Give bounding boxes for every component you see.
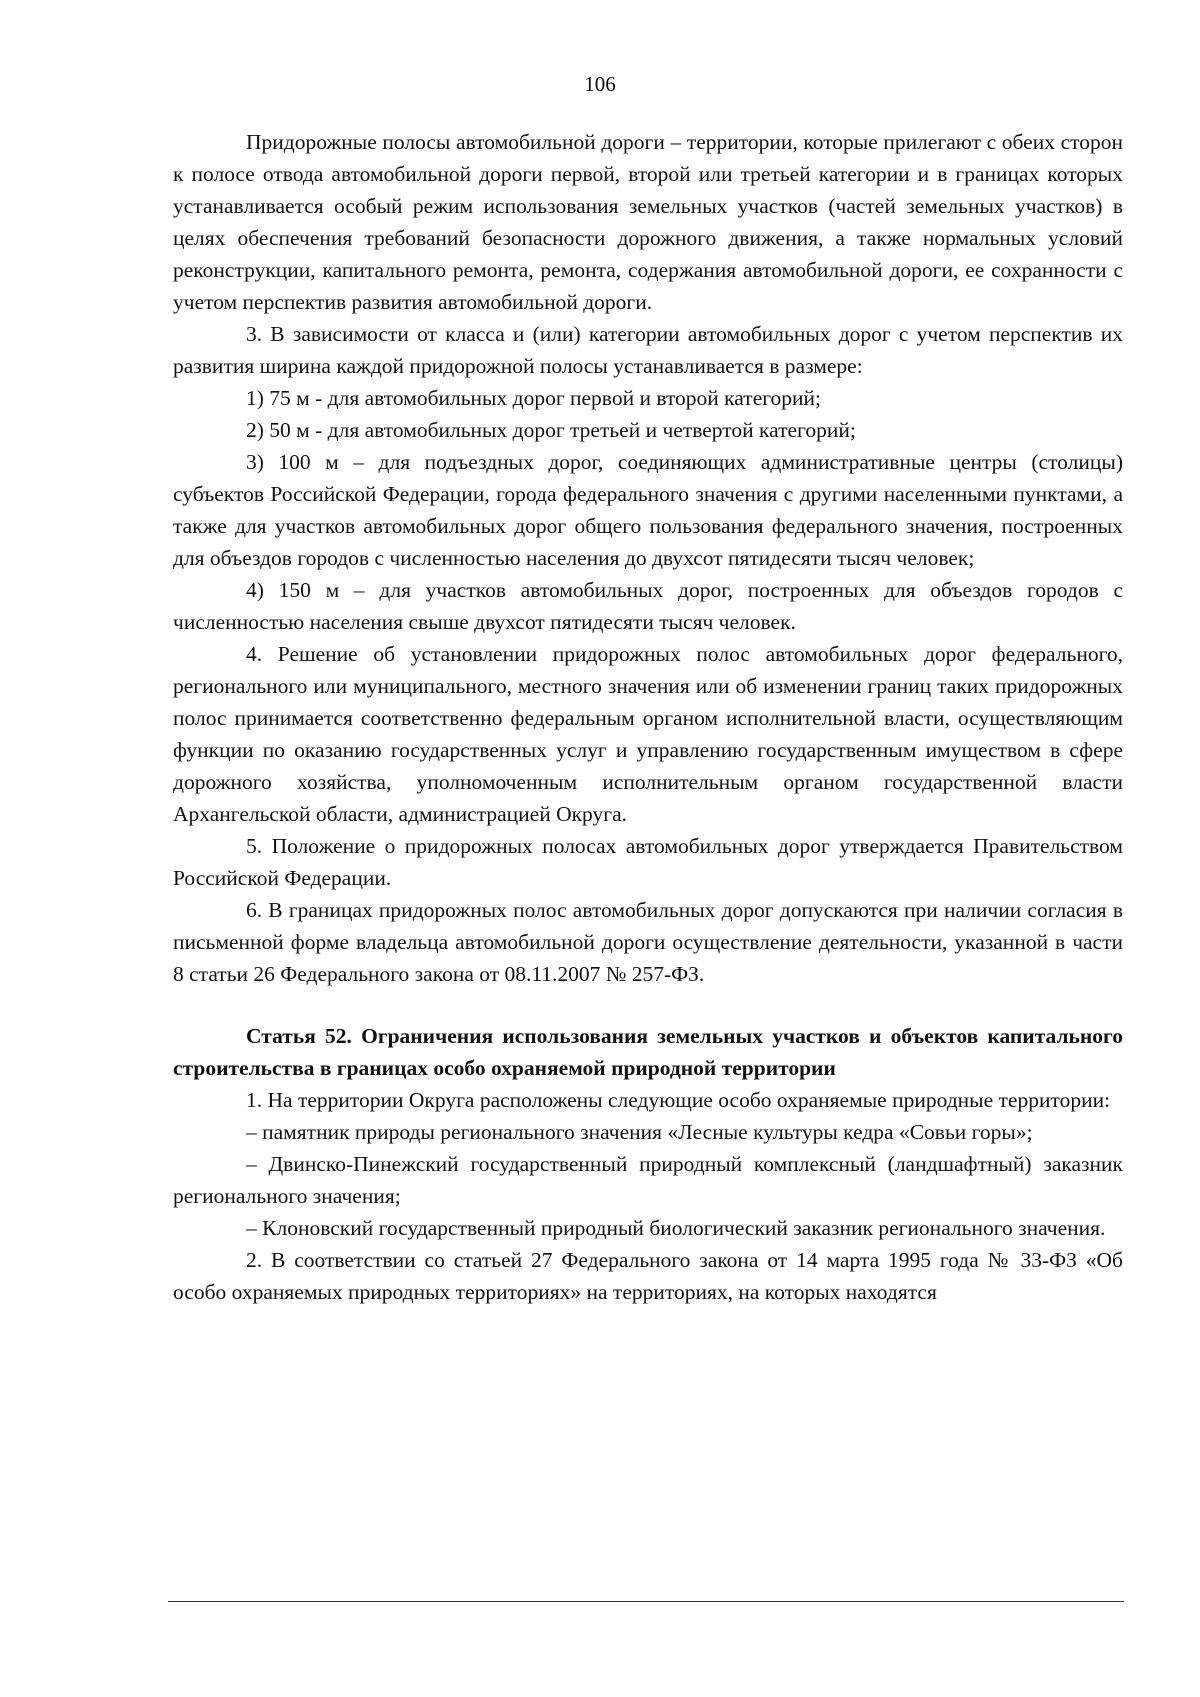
paragraph-item-3: 3. В зависимости от класса и (или) категории автомобильных дорог с учетом перспектив их развития ширина каждой придорожной полосы устанавливается в размере: (173, 322, 1123, 378)
list-item-50m: 2) 50 м - для автомобильных дорог третьей и четвертой категорий; (246, 418, 856, 442)
article-52-heading: Статья 52. Ограничения использования земельных участков и объектов капитального строительства в границах особо охраняемой природной территории (173, 1024, 1123, 1080)
document-body (173, 126, 1123, 1308)
paragraph-roadside-definition: Придорожные полосы автомобильной дороги – территории, которые прилегают с обеих сторон к полосе отвода автомобильной дороги первой, второй или третьей категории и в границах которых устанавливается особый режим использования земельных участков (частей земельных участков) в целях обеспечения требований безопасности дорожного движения, а также нормальных условий реконструкции, капитального ремонта, ремонта, содержания автомобильной дороги, ее сохранности с учетом перспектив развития автомобильной дороги. (173, 130, 1123, 314)
paragraph-item-4: 4. Решение об установлении придорожных полос автомобильных дорог федерального, регионального или муниципального, местного значения или об изменении границ таких придорожных полос принимается соответственно федеральным органом исполнительной власти, осуществляющим функции по оказанию государственных услуг и управлению государственным имуществом в сфере дорожного хозяйства, уполномоченным исполнительным органом государственной власти Архангельской области, администрацией Округа. (173, 642, 1123, 826)
paragraph-article-52-item-2: 2. В соответствии со статьей 27 Федерального закона от 14 марта 1995 года № 33-ФЗ «Об особо охраняемых природных территориях» на территориях, на которых находятся (173, 1248, 1123, 1304)
page-number: 106 (584, 72, 616, 96)
list-item-natural-monument: – памятник природы регионального значения «Лесные культуры кедра «Совьи горы»; (246, 1120, 1033, 1144)
paragraph-item-5: 5. Положение о придорожных полосах автомобильных дорог утверждается Правительством Российской Федерации. (173, 834, 1123, 890)
list-item-100m: 3) 100 м – для подъездных дорог, соединяющих административные центры (столицы) субъектов Российской Федерации, города федерального значения с другими населенными пунктами, а также для участков автомобильных дорог общего пользования федерального значения, построенных для объездов городов с численностью населения до двухсот пятидесяти тысяч человек; (173, 450, 1123, 570)
list-item-dvinsko-pinezhsky-reserve: – Двинско-Пинежский государственный природный комплексный (ландшафтный) заказник регионального значения; (173, 1152, 1123, 1208)
paragraph-article-52-item-1: 1. На территории Округа расположены следующие особо охраняемые природные территории: (246, 1088, 1111, 1112)
footer-divider (168, 1601, 1124, 1602)
list-item-klonovsky-reserve: – Клоновский государственный природный биологический заказник регионального значения. (246, 1216, 1106, 1240)
paragraph-item-6: 6. В границах придорожных полос автомобильных дорог допускаются при наличии согласия в письменной форме владельца автомобильной дороги осуществление деятельности, указанной в части 8 статьи 26 Федерального закона от 08.11.2007 № 257-ФЗ. (173, 898, 1123, 986)
list-item-150m: 4) 150 м – для участков автомобильных дорог, построенных для объездов городов с численностью населения свыше двухсот пятидесяти тысяч человек. (173, 578, 1123, 634)
list-item-75m: 1) 75 м - для автомобильных дорог первой и второй категорий; (246, 386, 821, 410)
